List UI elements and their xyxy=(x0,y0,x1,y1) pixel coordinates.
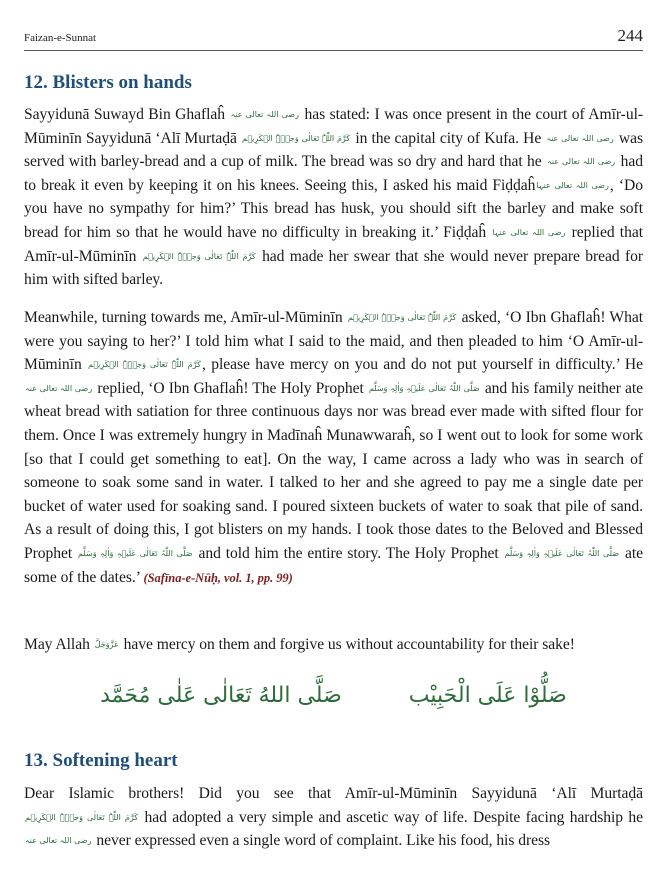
text-run: , ‘Do you have no sympathy for him?’ This bread has husk, you should sift the barley and make soft bread for him so that he would have no difficulty in breaking it.’ Fiḍḍaĥ xyxy=(24,176,644,241)
honorific-karram: کَرَّمَ اللّٰہُ تَعَالٰی وَجۡہَہُ الۡکَرِیۡم xyxy=(142,251,256,261)
honorific-karram: کَرَّمَ اللّٰہُ تَعَالٰی وَجۡہَہُ الۡکَرِیۡم xyxy=(88,360,201,370)
text-run: never expressed even a single word of complaint. Like his food, his dress xyxy=(96,832,551,850)
durood-right: صَلَّى اللهُ تَعَالٰى عَلٰى مُحَمَّد xyxy=(100,683,342,708)
paragraph-12-2 xyxy=(24,306,643,590)
paragraph-12-3 xyxy=(24,633,643,657)
honorific-radiya: رضی اللہ تعالی عنہ xyxy=(547,157,616,167)
honorific-radiya: رضی اللہ تعالی عنہ xyxy=(230,110,299,119)
text-run: , please have mercy on you and do not put yourself in difficulty.’ He xyxy=(201,356,643,374)
section-heading-13: 13. Softening heart xyxy=(24,750,178,771)
text-run: have mercy on them and forgive us without accountability for their sake! xyxy=(123,636,575,653)
running-header xyxy=(24,18,643,51)
text-run: had made her swear that she would never prepare bread for him with sifted barley. xyxy=(24,247,643,289)
text-run: and his family neither ate wheat bread with satiation for three continuous days nor was bread ever made with sifted flour for them. Once I was extremely hungry in Madīnaĥ Munawwaraĥ, so I went out to look for some work [so that I could get something to eat]. On the way, I came across a lady who was in search of someone to soak some sand in water. I talked to her and she agreed to pay me a single date per bucket of water used for soaking sand. I poured sixteen buckets of water to soak that pile of sand. As a result of doing this, I got blisters on my hands. I took those dates to the Beloved and Blessed Prophet xyxy=(24,379,644,562)
text-run: replied that Amīr-ul-Mūminīn xyxy=(24,223,643,265)
text-run: in the capital city of Kufa. He xyxy=(355,129,542,147)
text-run: Meanwhile, turning towards me, Amīr-ul-Mūminīn xyxy=(24,309,343,326)
durood-left: صَلُّوْا عَلَى الْحَبِيْب xyxy=(408,683,567,708)
paragraph-12-1 xyxy=(24,103,643,292)
section-heading-12: 12. Blisters on hands xyxy=(24,72,192,93)
honorific-radiya: رضی اللہ تعالی عنہ xyxy=(25,383,93,393)
text-run: Dear Islamic brothers! Did you see that Amīr-ul-Mūminīn Sayyidunā ‘Alī Murtaḍā xyxy=(24,785,643,802)
text-run: May Allah xyxy=(24,636,90,653)
honorific-karram: کَرَّمَ اللّٰہُ تَعَالٰی وَجۡہَہُ الۡکَرِیۡم xyxy=(347,313,457,322)
honorific-azzawajal: عَزَّوَجَلَّ xyxy=(94,640,119,649)
page-number: 244 xyxy=(617,26,643,45)
honorific-radiya: رضی اللہ تعالی عنہ xyxy=(546,133,614,143)
text-run: asked, ‘O Ibn Ghaflaĥ! What were you saying to her?’ I told him what I said to the maid, and then pleaded to him ‘O Amīr-ul-Mūminīn xyxy=(24,309,643,374)
text-run: was served with barley-bread and a cup of milk. The bread was so dry and hard that he xyxy=(24,129,643,171)
text-run: replied, ‘O Ibn Ghaflaĥ! The Holy Prophet xyxy=(97,379,364,397)
paragraph-13-1 xyxy=(24,782,643,853)
honorific-sallallahu: صَلَّی اللّٰہُ تَعَالٰی عَلَیۡہِ وَاٰلِہٖ وَسَلَّم xyxy=(504,548,620,558)
book-title: Faizan-e-Sunnat xyxy=(24,32,97,44)
text-run: Sayyidunā Suwayd Bin Ghaflaĥ xyxy=(24,106,226,123)
honorific-karram: کَرَّمَ اللّٰہُ تَعَالٰی وَجۡہَہُ الۡکَرِیۡم xyxy=(242,133,351,143)
honorific-sallallahu: صَلَّی اللّٰہُ تَعَالٰی عَلَیۡہِ وَاٰلِہٖ وَسَلَّم xyxy=(368,383,480,393)
honorific-radiya-f: رضی اللہ تعالی عنہا xyxy=(536,180,609,190)
honorific-karram: کَرَّمَ اللّٰہُ تَعَالٰی وَجۡہَہُ الۡکَرِیۡم xyxy=(25,812,139,822)
honorific-radiya: رضی اللہ تعالی عنہ xyxy=(25,836,92,846)
text-run: ate some of the dates.’ xyxy=(24,544,643,586)
honorific-radiya-f: رضی اللہ تعالی عنہا xyxy=(492,227,566,237)
text-run: had to break it even by keeping it on his knees. Seeing this, I asked his maid Fiḍḍaĥ xyxy=(24,153,643,194)
text-run: has stated: I was once present in the court of Amīr-ul-Mūminīn Sayyidunā ‘Alī Murtaḍā xyxy=(24,106,643,147)
citation: (Safīna-e-Nūḥ, vol. 1, pp. 99) xyxy=(143,570,293,585)
durood-line xyxy=(0,683,667,708)
text-run: and told him the entire story. The Holy Prophet xyxy=(198,544,499,562)
text-run: had adopted a very simple and ascetic way of life. Despite facing hardship he xyxy=(144,808,643,826)
honorific-sallallahu: صَلَّی اللّٰہُ تَعَالٰی عَلَیۡہِ وَاٰلِہٖ وَسَلَّم xyxy=(78,548,193,558)
